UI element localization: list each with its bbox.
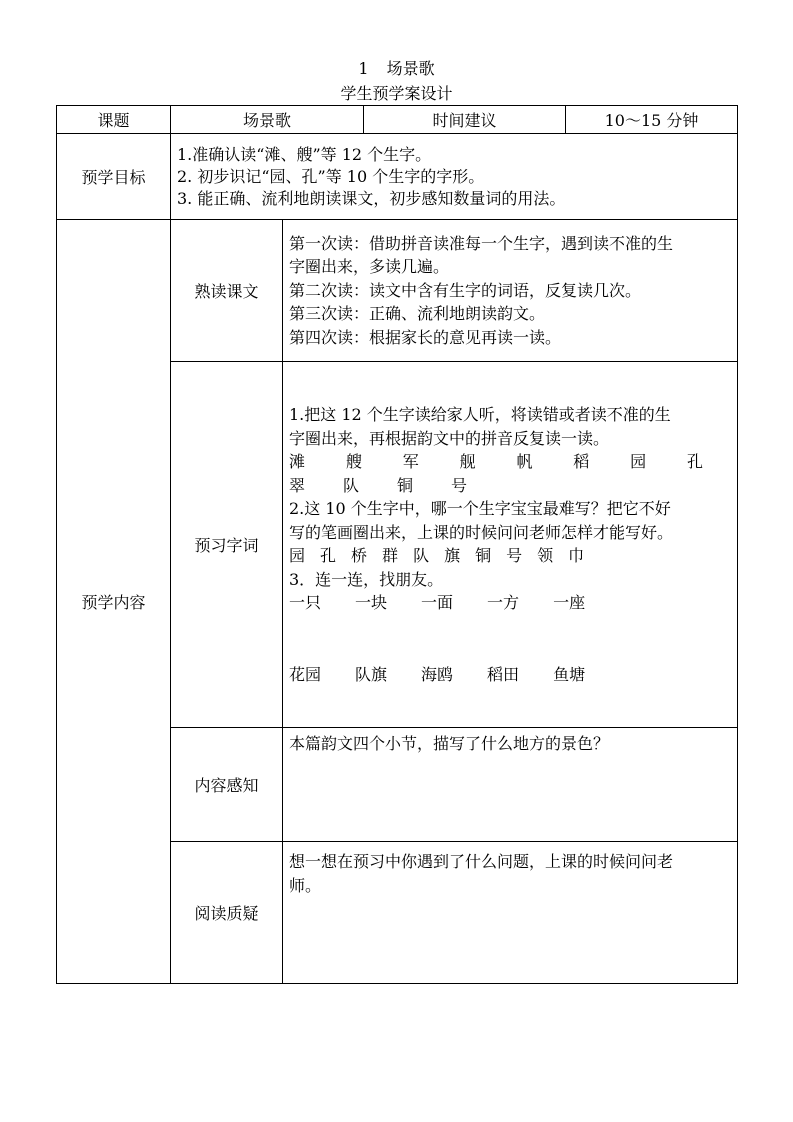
noun: 鱼塘 — [553, 664, 586, 684]
reading-line: 第四次读：根据家长的意见再读一读。 — [289, 327, 562, 347]
chars-row-1 — [289, 450, 731, 474]
time-value: 10～15 分钟 — [566, 106, 738, 134]
goals-label: 预学目标 — [57, 134, 171, 220]
char: 领 — [537, 546, 554, 565]
char: 旗 — [444, 546, 461, 565]
char: 稻 — [573, 452, 590, 471]
reading-cell — [283, 220, 738, 362]
goals-row — [57, 134, 738, 220]
quantifier: 一座 — [553, 593, 586, 612]
task1-line: 1.把这 12 个生字读给家人听，将读错或者读不准的生 — [289, 405, 671, 424]
chars-row-2 — [289, 474, 731, 498]
preview-cell — [283, 362, 738, 728]
char: 铜 — [397, 475, 414, 495]
noun: 花园 — [289, 664, 322, 684]
char: 翠 — [289, 475, 306, 495]
char: 园 — [289, 546, 306, 565]
time-label: 时间建议 — [364, 106, 566, 134]
topic-value: 场景歌 — [171, 106, 364, 134]
quantifier: 一面 — [421, 593, 454, 612]
perception-cell — [283, 728, 738, 842]
char: 桥 — [351, 546, 368, 565]
noun: 稻田 — [487, 664, 520, 684]
char: 军 — [402, 452, 419, 471]
goal-line: 1.准确认读“滩、艘”等 12 个生字。 — [177, 144, 432, 164]
char: 孔 — [687, 452, 704, 471]
document-title: 学生预学案设计 — [340, 84, 453, 103]
chars-row-3 — [289, 544, 731, 568]
char: 孔 — [320, 546, 337, 565]
char: 号 — [506, 546, 523, 565]
task3-line: 3．连一连，找朋友。 — [289, 569, 444, 589]
reading-label: 熟读课文 — [171, 220, 283, 362]
quantifier: 一方 — [487, 593, 520, 612]
lesson-number: 1 — [358, 59, 369, 78]
reading-row — [57, 220, 738, 362]
goal-line: 3. 能正确、流利地朗读课文，初步感知数量词的用法。 — [177, 188, 566, 208]
char: 铜 — [475, 546, 492, 565]
char: 号 — [451, 475, 468, 495]
lesson-heading — [0, 59, 793, 79]
char: 舰 — [459, 452, 476, 471]
char: 园 — [630, 452, 647, 471]
goals-cell — [171, 134, 738, 220]
reading-line: 字圈出来，多读几遍。 — [289, 257, 450, 277]
quantifier: 一块 — [355, 593, 388, 612]
task1-line: 字圈出来，再根据韵文中的拼音反复读一读。 — [289, 428, 610, 448]
topic-label: 课题 — [57, 106, 171, 134]
preview-label: 预习字词 — [171, 362, 283, 728]
char: 滩 — [289, 452, 306, 471]
quantifier: 一只 — [289, 593, 322, 612]
task2-line: 2.这 10 个生字中，哪一个生字宝宝最难写？把它不好 — [289, 499, 671, 518]
goal-line: 2. 初步识记“园、孔”等 10 个生字的字形。 — [177, 166, 485, 186]
content-label: 预学内容 — [57, 220, 171, 984]
question-cell — [283, 842, 738, 984]
question-line: 师。 — [289, 875, 322, 895]
perception-label: 内容感知 — [171, 728, 283, 842]
lesson-title: 场景歌 — [386, 59, 435, 78]
noun: 海鸥 — [421, 664, 454, 684]
noun-row — [289, 663, 731, 687]
perception-text: 本篇韵文四个小节，描写了什么地方的景色？ — [289, 734, 610, 753]
char: 艘 — [345, 452, 362, 471]
question-line: 想一想在预习中你遇到了什么问题，上课的时候问问老 — [289, 852, 674, 871]
preview-plan-table — [56, 105, 738, 984]
char: 队 — [343, 475, 360, 495]
reading-line: 第二次读：读文中含有生字的词语，反复读几次。 — [289, 280, 642, 300]
question-label: 阅读质疑 — [171, 842, 283, 984]
info-row — [57, 106, 738, 134]
quantifier-row — [289, 591, 731, 615]
char: 帆 — [516, 452, 533, 471]
noun: 队旗 — [355, 664, 388, 684]
task2-line: 写的笔画圈出来，上课的时候问问老师怎样才能写好。 — [289, 522, 674, 542]
reading-line: 第三次读：正确、流利地朗读韵文。 — [289, 304, 546, 324]
char: 队 — [413, 546, 430, 565]
char: 群 — [382, 546, 399, 565]
reading-line: 第一次读：借助拼音读准每一个生字，遇到读不准的生 — [289, 233, 674, 253]
char: 巾 — [568, 546, 585, 565]
